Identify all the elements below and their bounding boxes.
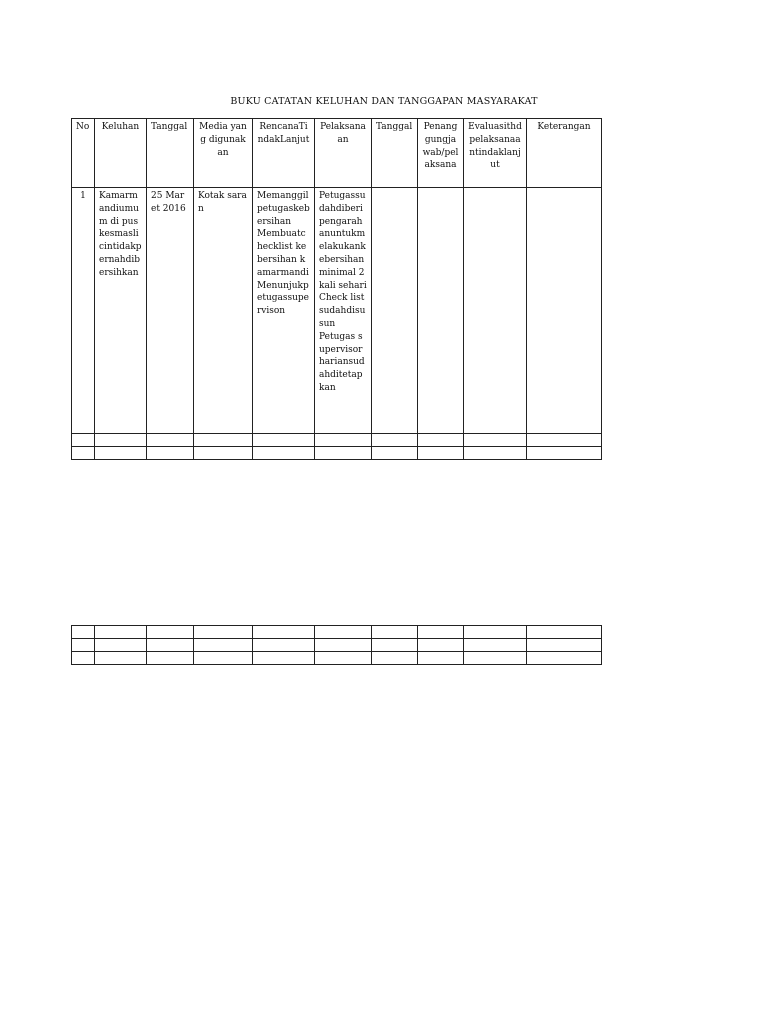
header-media: Media yang digunakan — [194, 119, 253, 188]
cell-tanggal-2 — [372, 188, 418, 434]
header-rencana-tindak-lanjut: RencanaTindakLanjut — [253, 119, 315, 188]
header-pelaksanaan: Pelaksanaan — [315, 119, 372, 188]
empty-table-row — [72, 652, 602, 665]
cell-penanggung-jawab — [418, 188, 464, 434]
table-row — [72, 188, 602, 434]
header-keluhan: Keluhan — [95, 119, 147, 188]
complaints-table — [71, 118, 602, 460]
cell-no: 1 — [72, 188, 95, 434]
empty-table-row — [72, 434, 602, 447]
empty-table-row — [72, 447, 602, 460]
cell-tanggal: 25 Maret 2016 — [147, 188, 194, 434]
cell-keterangan — [527, 188, 602, 434]
cell-evaluasi — [464, 188, 527, 434]
cell-keluhan: Kamarmandiumum di puskesmaslicintidakpernahdibersihkan — [95, 188, 147, 434]
header-tanggal: Tanggal — [147, 119, 194, 188]
header-evaluasi: Evaluasithdpelaksanaantindaklanjut — [464, 119, 527, 188]
empty-table — [71, 625, 602, 665]
empty-table-row — [72, 626, 602, 639]
header-no: No — [72, 119, 95, 188]
header-tanggal-2: Tanggal — [372, 119, 418, 188]
cell-pelaksanaan: Petugassudahdiberipengarahanuntukmelakukankebersihan minimal 2 kali sehari Check list sudahdisusun Petugas supervisor hariansudahditetapkan — [315, 188, 372, 434]
cell-media: Kotak saran — [194, 188, 253, 434]
header-penanggung-jawab: Penanggungjawab/pelaksana — [418, 119, 464, 188]
header-keterangan: Keterangan — [527, 119, 602, 188]
cell-rencana: Memanggilpetugaskebersihan Membuatchecklist kebersihan kamarmandi Menunjukpetugassupervison — [253, 188, 315, 434]
table-header-row — [72, 119, 602, 188]
document-title: BUKU CATATAN KELUHAN DAN TANGGAPAN MASYARAKAT — [230, 96, 538, 107]
empty-table-row — [72, 639, 602, 652]
